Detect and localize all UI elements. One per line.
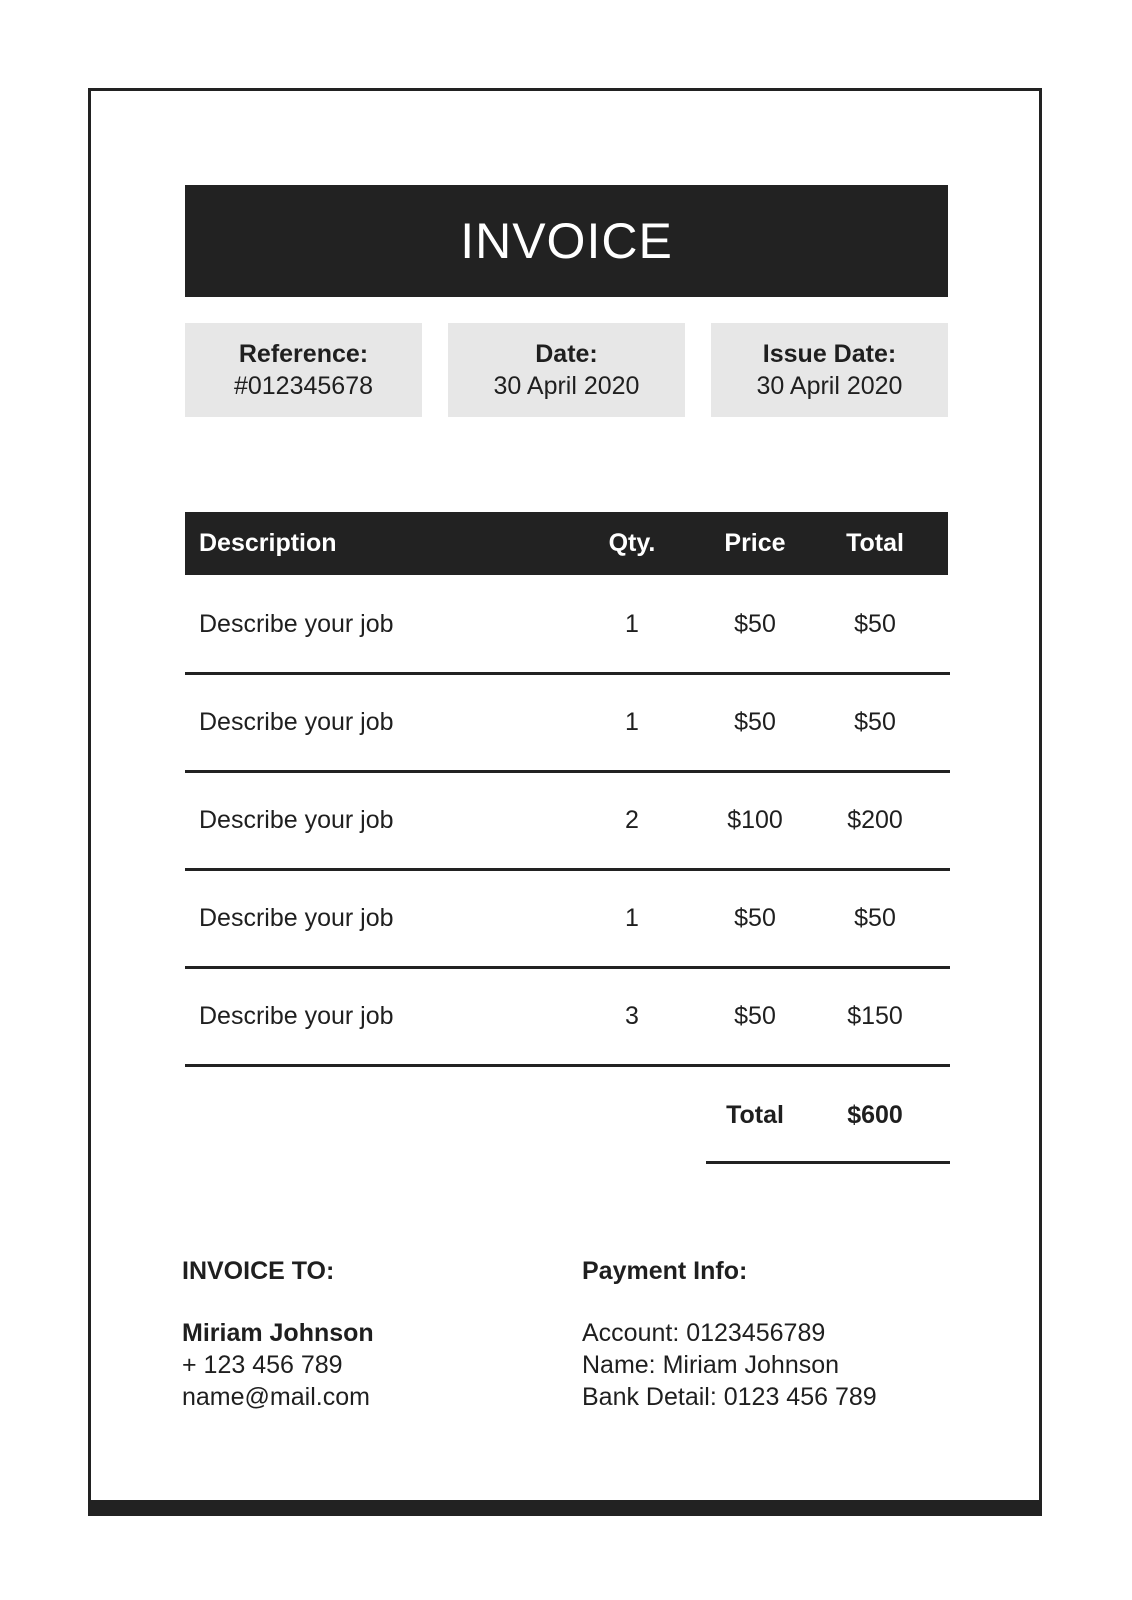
issue-date-label: Issue Date: (762, 340, 897, 368)
reference-value: #012345678 (233, 372, 374, 400)
date-label: Date: (535, 340, 598, 368)
date-value: 30 April 2020 (493, 372, 640, 400)
table-row (185, 969, 950, 1067)
reference-label: Reference: (238, 340, 369, 368)
grand-total-value: $600 (847, 1100, 903, 1129)
table-header (185, 512, 948, 575)
issue-date-box (711, 323, 948, 417)
row-description: Describe your job (199, 708, 394, 736)
grand-total-row (185, 1066, 950, 1164)
row-qty: 3 (625, 1002, 639, 1030)
payment-name: Name: Miriam Johnson (582, 1351, 840, 1379)
row-total: $150 (847, 1002, 903, 1030)
payment-account: Account: 0123456789 (582, 1319, 826, 1347)
row-total: $200 (847, 806, 903, 834)
date-box (448, 323, 685, 417)
row-price: $50 (734, 708, 776, 736)
table-row (185, 871, 950, 969)
payment-info-heading: Payment Info: (582, 1257, 748, 1285)
row-price: $50 (734, 610, 776, 638)
row-qty: 1 (625, 610, 639, 638)
row-qty: 1 (625, 708, 639, 736)
row-price: $100 (727, 806, 783, 834)
row-price: $50 (734, 1002, 776, 1030)
row-description: Describe your job (199, 806, 394, 834)
client-name: Miriam Johnson (182, 1319, 374, 1347)
bottom-bar (88, 1500, 1042, 1516)
row-total: $50 (854, 610, 896, 638)
issue-date-value: 30 April 2020 (756, 372, 903, 400)
row-price: $50 (734, 904, 776, 932)
grand-total-underline (706, 1161, 950, 1164)
table-row (185, 577, 950, 675)
header-qty: Qty. (608, 529, 656, 557)
grand-total-label: Total (726, 1100, 784, 1129)
client-phone: + 123 456 789 (182, 1351, 343, 1379)
client-email: name@mail.com (182, 1383, 370, 1411)
header-total: Total (846, 529, 904, 557)
row-description: Describe your job (199, 610, 394, 638)
row-description: Describe your job (199, 904, 394, 932)
payment-info-block (582, 1255, 877, 1413)
row-description: Describe your job (199, 1002, 394, 1030)
invoice-title: INVOICE (185, 185, 948, 297)
invoice-to-block (182, 1255, 374, 1413)
invoice-to-heading: INVOICE TO: (182, 1257, 335, 1285)
row-qty: 2 (625, 806, 639, 834)
payment-bank-detail: Bank Detail: 0123 456 789 (582, 1383, 877, 1411)
row-qty: 1 (625, 904, 639, 932)
reference-box (185, 323, 422, 417)
table-row (185, 773, 950, 871)
header-price: Price (724, 529, 786, 557)
table-row (185, 675, 950, 773)
row-total: $50 (854, 708, 896, 736)
row-total: $50 (854, 904, 896, 932)
header-description: Description (199, 529, 337, 557)
